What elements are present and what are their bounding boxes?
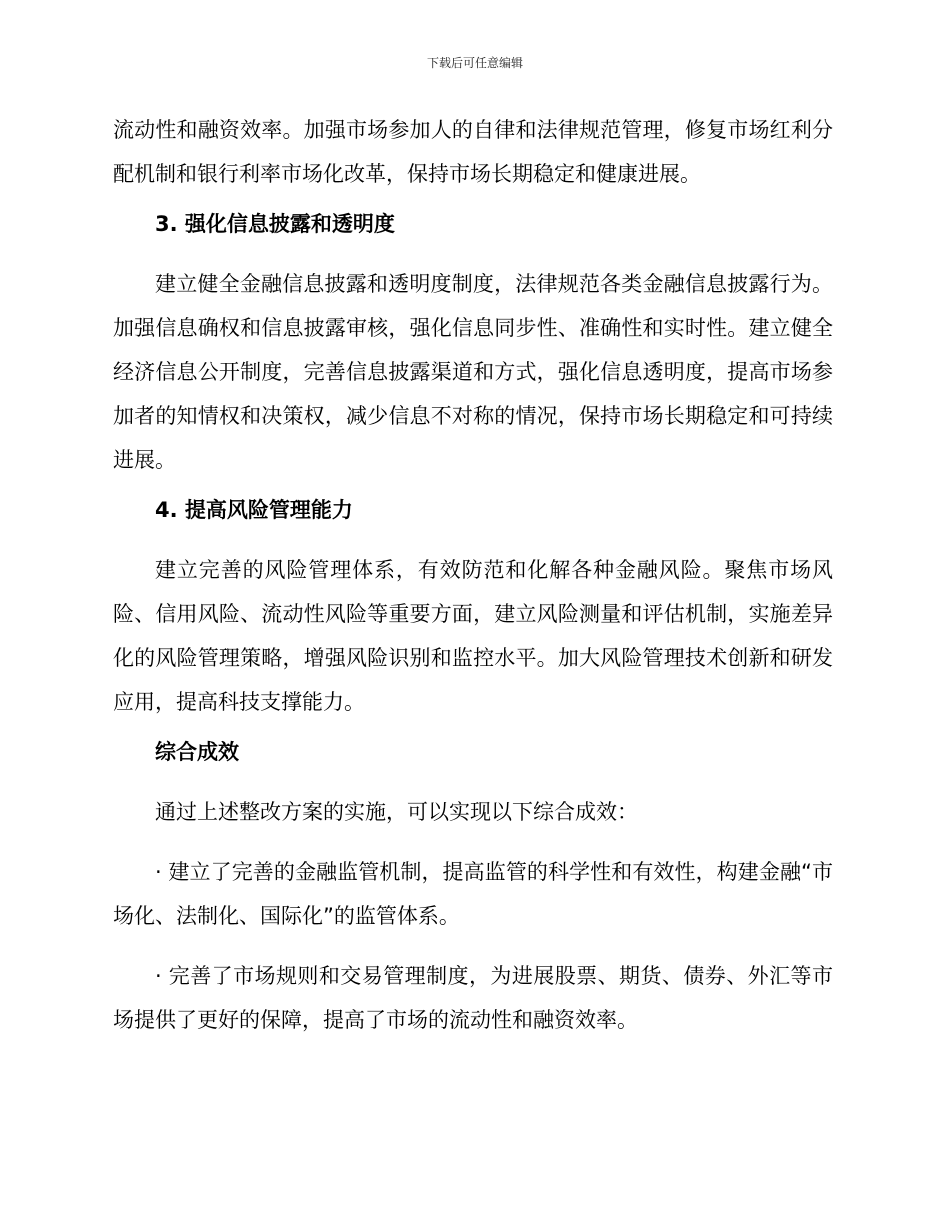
paragraph-disclosure: 建立健全金融信息披露和透明度制度，法律规范各类金融信息披露行为。加强信息确权和信息披露审核，强化信息同步性、准确性和实时性。建立健全经济信息公开制度，完善信息披露渠道和方式，强化信息透明度，提高市场参加者的知情权和决策权，减少信息不对称的情况，保持市场长期稳定和可持续进展。 <box>113 272 833 472</box>
bullet-item-1: · 建立了完善的金融监管机制，提高监管的科学性和有效性，构建金融“市场化、法制化、国际化”的监管体系。 <box>113 860 833 928</box>
section-heading-4: 4. 提高风险管理能力 <box>155 498 353 522</box>
page-header: 下载后可任意编辑 <box>426 56 523 70</box>
section-heading-3: 3. 强化信息披露和透明度 <box>155 212 395 236</box>
paragraph-risk: 建立完善的风险管理体系，有效防范和化解各种金融风险。聚焦市场风险、信用风险、流动性风险等重要方面，建立风险测量和评估机制，实施差异化的风险管理策略，增强风险识别和监控水平。加大风险管理技术创新和研发应用，提高科技支撑能力。 <box>113 558 833 714</box>
paragraph-summary-intro: 通过上述整改方案的实施，可以实现以下综合成效： <box>155 800 638 824</box>
document-body <box>113 108 833 1042</box>
paragraph-continuation: 流动性和融资效率。加强市场参加人的自律和法律规范管理，修复市场红利分配机制和银行利率市场化改革，保持市场长期稳定和健康进展。 <box>113 118 833 186</box>
bullet-item-2: · 完善了市场规则和交易管理制度，为进展股票、期货、债券、外汇等市场提供了更好的保障，提高了市场的流动性和融资效率。 <box>113 964 833 1032</box>
section-heading-summary: 综合成效 <box>155 740 239 764</box>
